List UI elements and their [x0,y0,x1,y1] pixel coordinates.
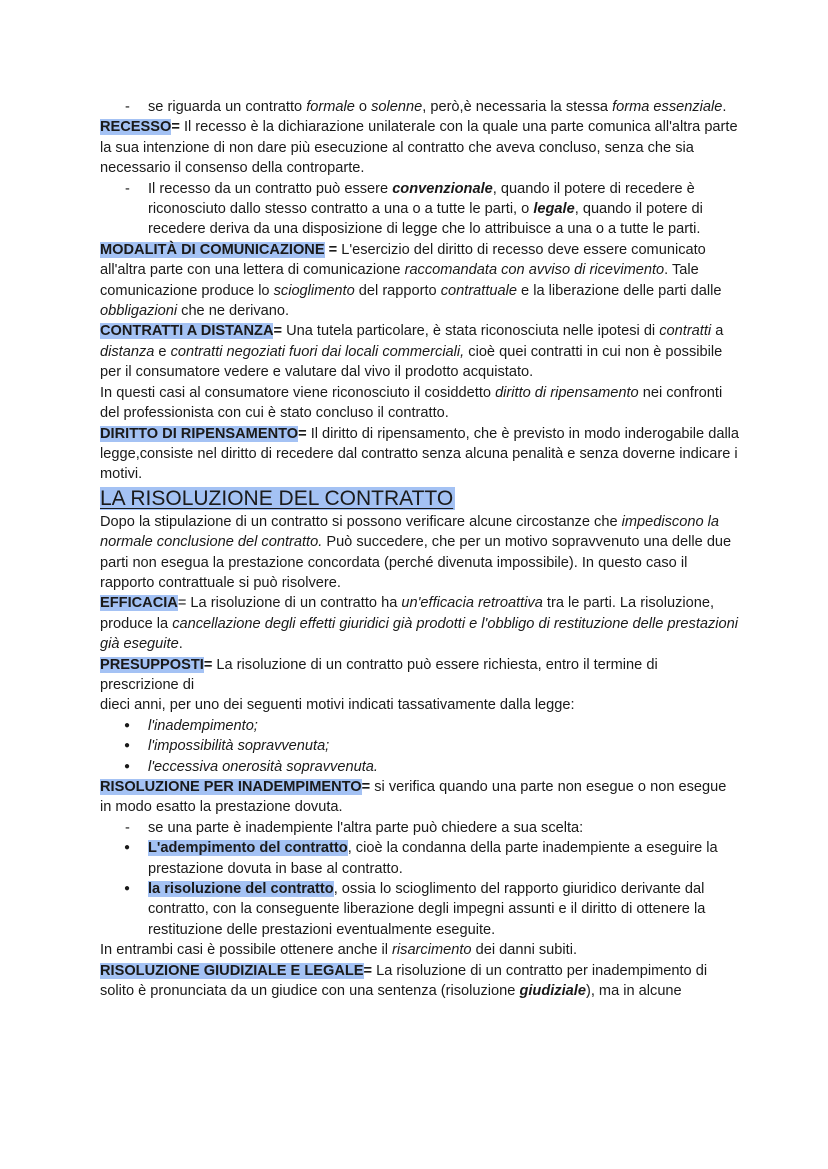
term-highlight: PRESUPPOSTI [100,656,204,673]
text: e [154,343,171,360]
term-highlight: EFFICACIA [100,595,178,612]
list-item [100,838,740,879]
text: e la liberazione delle parti dalle [517,282,722,299]
list-item [100,97,740,117]
term-highlight: DIRITTO DI RIPENSAMENTO [100,425,299,442]
ripensamento-paragraph [100,424,740,485]
italic-text: forma essenziale [612,99,723,115]
text: Può succedere, che per un motivo sopravvenuto una delle due parti non esegua la prestazione concordata (perché divenuta impossibile). In questo caso il rapporto contrattuale si può risolvere. [100,534,732,591]
definition-text: si verifica quando una parte non esegue o non esegue in modo esatto la prestazione dovuta. [100,779,727,816]
text: Dopo la stipulazione di un contratto si possono verificare alcune circostanze che [100,513,622,530]
text: , cioè la condanna della parte inadempiente a eseguire la prestazione dovuta in base al contratto. [148,840,718,877]
text: La risoluzione di un contratto per inadempimento di solito è pronunciata da un giudice con una sentenza (risoluzione [100,962,708,1000]
definition-text: Il recesso è la dichiarazione unilaterale con la quale una parte comunica all'altra parte la sua intenzione di non dare più esecuzione al contratto che aveva concluso, senza che sia necessario il consenso della controparte. [100,119,738,177]
text: che ne derivano. [177,303,290,320]
italic-text: formale [306,99,355,115]
equals-sign: = [203,656,213,673]
italic-text: impediscono la normale conclusione del contratto. [100,513,719,551]
text: nei confronti del professionista con cui è stato concluso il contratto. [100,384,723,422]
dash-list [100,179,740,240]
text: del rapporto [354,282,441,299]
text: se riguarda un contratto [148,99,307,115]
text: tra le parti. La risoluzione, produce la [100,595,715,632]
list-item [100,757,740,777]
bullet-icon [124,879,138,899]
text: a [711,323,724,340]
text: ), ma in alcune [585,983,682,1000]
equals-sign: = [298,425,307,442]
term-highlight: la risoluzione del contratto [148,881,334,898]
heading-text: LA RISOLUZIONE DEL CONTRATTO [100,486,454,510]
text: se una parte è inadempiente l'altra parte può chiedere a sua scelta: [148,819,584,836]
italic-text: distanza [100,343,155,360]
efficacia-paragraph [100,593,740,654]
text: , quando il potere di recedere deriva da una disposizione di legge che lo attribuisce a una o a tutte le parti. [148,201,703,238]
list-item [100,716,740,736]
intro-paragraph [100,512,740,594]
italic-text: l'eccessiva onerosità sopravvenuta. [148,758,378,775]
text: , ossia lo scioglimento del rapporto giuridico derivante dal contratto, con la conseguente liberazione degli impegni assunti e il diritto di ottenere la restituzione delle prestazioni eventualmente eseguite. [148,881,706,938]
bold-italic-text: giudiziale [519,983,586,1000]
italic-text: l'impossibilità sopravvenuta; [148,738,330,755]
term-highlight: RECESSO [100,119,172,136]
text: La risoluzione di un contratto ha [186,595,402,612]
definition-text: Il diritto di ripensamento, che è previsto in modo inderogabile dalla legge,consiste nel diritto di recedere dal contratto senza alcuna penalità e senza doverne indicare i motivi. [100,425,740,483]
dash-marker [125,179,139,199]
italic-text: l'inadempimento; [148,717,258,734]
italic-text: risarcimento [392,942,472,959]
bullet-list [100,716,740,777]
list-item [100,879,740,940]
presupposti-paragraph [100,655,740,696]
term-highlight: RISOLUZIONE GIUDIZIALE E LEGALE [100,962,364,979]
text: , quando il potere di recedere è riconosciuto dallo stesso contratto a una o a tutte le parti, o [148,180,695,218]
equals-sign: = [361,779,371,795]
modalita-paragraph [100,240,740,322]
dash-marker [125,97,139,117]
bullet-list [100,838,740,940]
bullet-icon [124,838,138,858]
list-item [100,818,740,838]
italic-text: contrattuale [440,282,517,299]
italic-text: solenne [371,99,423,115]
recesso-paragraph [100,117,740,178]
section-heading [100,486,740,512]
text: In entrambi casi è possibile ottenere anche il [100,942,393,959]
distanza-paragraph [100,321,740,382]
inadempimento-paragraph [100,777,740,818]
giudiziale-paragraph [100,961,740,1002]
italic-text: contratti [659,323,712,340]
italic-text: contratti negoziati fuori dai locali commerciali, [170,343,465,360]
bullet-icon [124,736,138,756]
term-highlight: RISOLUZIONE PER INADEMPIMENTO [100,779,362,795]
text: . [722,99,727,115]
italic-text: diritto di ripensamento [495,384,639,401]
list-item [100,179,740,240]
italic-text: raccomandata con avviso di ricevimento [404,262,665,279]
entrambi-paragraph [100,940,740,960]
text: In questi casi al consumatore viene riconosciuto il cosiddetto [100,384,496,401]
text: La risoluzione di un contratto può essere richiesta, entro il termine di prescrizione di [100,656,658,693]
text: . Tale comunicazione produce lo [100,262,699,299]
list-item [100,736,740,756]
bullet-icon [124,716,138,736]
bold-italic-text: legale [533,201,575,218]
text: dei danni subiti. [471,942,578,959]
italic-text: scioglimento [273,282,355,299]
equals-sign: = [273,323,283,340]
text: L'esercizio del diritto di recesso deve essere comunicato all'altra parte con una lettera di comunicazione [100,241,706,279]
text: Una tutela particolare, è stata riconosciuta nelle ipotesi di [282,323,660,340]
italic-text: cancellazione degli effetti giuridici già prodotti e l'obbligo di restituzione delle prestazioni già eseguite [100,615,739,653]
equals-sign: = [177,595,187,612]
dash-list [100,818,740,838]
text: cioè quei contratti in cui non è possibile per il consumatore vedere e valutare dal vivo il prodotto acquistato. [100,343,723,381]
term-highlight: L'adempimento del contratto [148,840,348,857]
term-highlight: MODALITÀ DI COMUNICAZIONE [100,241,325,258]
equals-sign: = [324,241,338,258]
italic-text: un'efficacia retroattiva [401,595,543,612]
bold-italic-text: convenzionale [392,180,493,197]
term-highlight: CONTRATTI A DISTANZA [100,323,274,340]
text: o [354,99,372,115]
text: Il recesso da un contratto può essere [148,180,393,197]
text: . [178,636,183,653]
equals-sign: = [363,962,373,979]
italic-text: obbligazioni [100,303,178,320]
equals-sign: = [171,119,180,136]
text: , però,è necessaria la stessa [422,99,613,115]
presupposti-line-2: dieci anni, per uno dei seguenti motivi indicati tassativamente dalla legge: [100,697,575,714]
dash-marker [125,818,139,838]
distanza-paragraph-2 [100,383,740,424]
bullet-icon [124,757,138,777]
document-page [100,97,740,1001]
dash-list [100,97,740,117]
